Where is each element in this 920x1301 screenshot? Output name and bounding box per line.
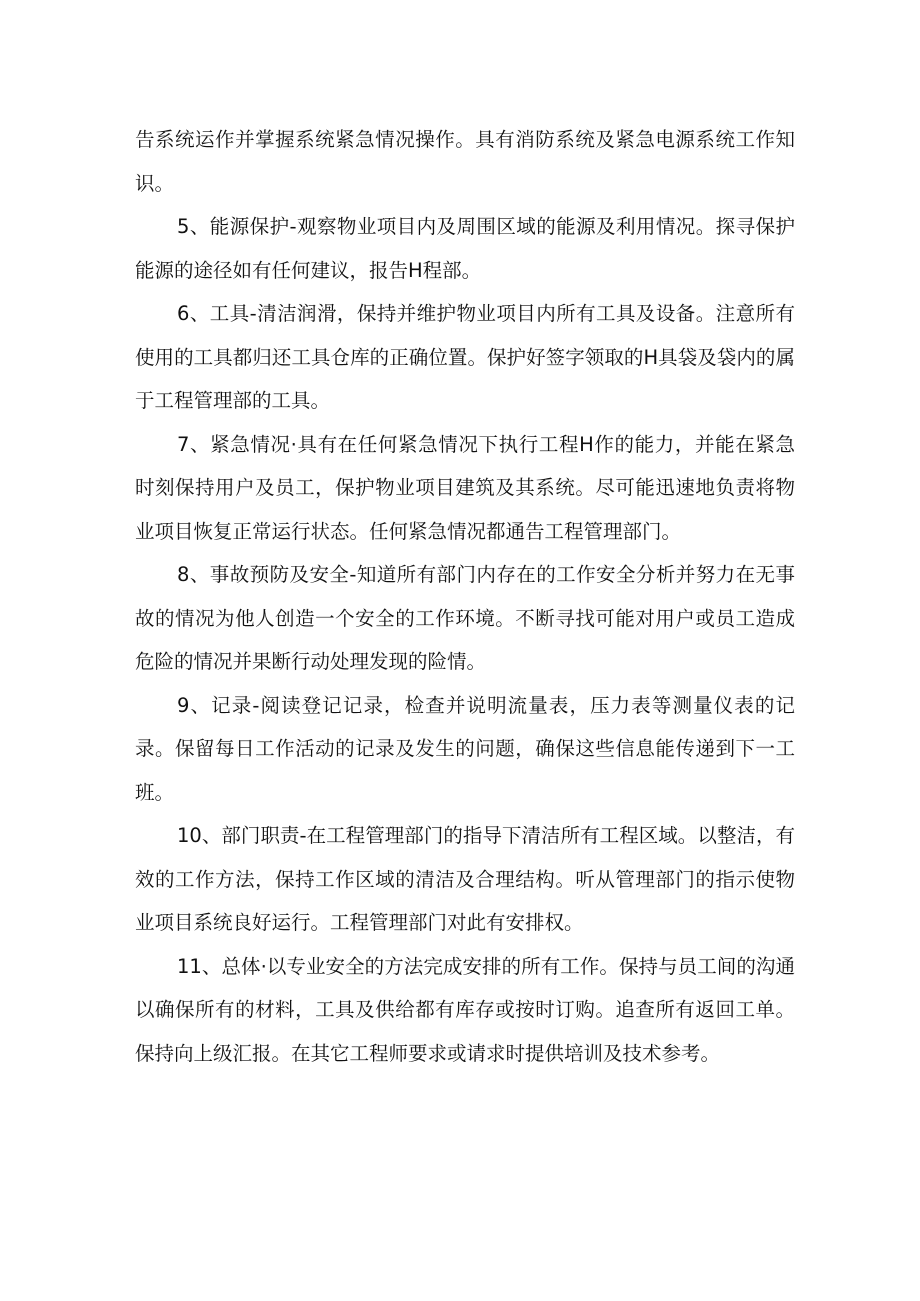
paragraph-accident-prevention: 8、事故预防及安全-知道所有部门内存在的工作安全分析并努力在无事故的情况为他人创造一个安全的工作环境。不断寻找可能对用户或员工造成危险的情况并果断行动处理发现的险情。	[135, 563, 795, 673]
paragraph-general: 11、总体·以专业安全的方法完成安排的所有工作。保持与员工间的沟通以确保所有的材料，工具及供给都有库存或按时订购。追查所有返回工单。保持向上级汇报。在其它工程师要求或请求时提供培训及技术参考。	[135, 954, 795, 1065]
paragraph-continuation: 告系统运作并掌握系统紧急情况操作。具有消防系统及紧急电源系统工作知识。	[135, 128, 795, 195]
paragraph-records: 9、记录-阅读登记记录，检查并说明流量表，压力表等测量仪表的记录。保留每日工作活动的记录及发生的问题，确保这些信息能传递到下一工班。	[135, 693, 795, 804]
paragraph-department-duties: 10、部门职责-在工程管理部门的指导下清洁所有工程区域。以整洁，有效的工作方法，保持工作区域的清洁及合理结构。听从管理部门的指示使物业项目系统良好运行。工程管理部门对此有安排权。	[135, 824, 795, 934]
document-body	[135, 118, 795, 1075]
paragraph-tools: 6、工具-清洁润滑，保持并维护物业项目内所有工具及设备。注意所有使用的工具都归还工具仓库的正确位置。保护好签字领取的H具袋及袋内的属于工程管理部的工具。	[135, 302, 795, 412]
paragraph-energy-protection: 5、能源保护-观察物业项目内及周围区域的能源及利用情况。探寻保护能源的途径如有任何建议，报告H程部。	[135, 215, 795, 282]
paragraph-emergency: 7、紧急情况·具有在任何紧急情况下执行工程H作的能力，并能在紧急时刻保持用户及员工，保护物业项目建筑及其系统。尽可能迅速地负责将物业项目恢复正常运行状态。任何紧急情况都通告工程管理部门。	[135, 432, 795, 543]
